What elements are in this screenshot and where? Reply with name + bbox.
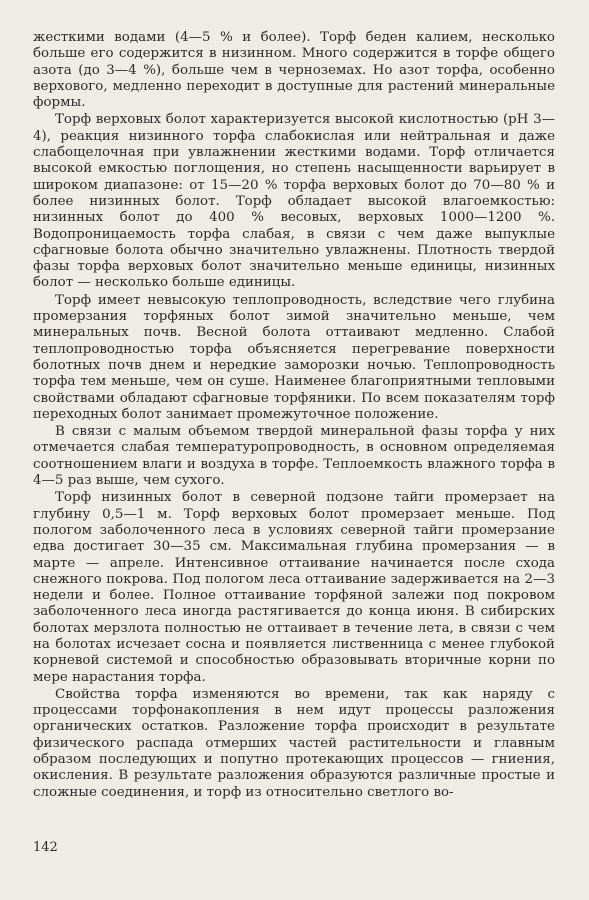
paragraph: Торф имеет невысокую теплопроводность, вследствие чего глубина промерзания торфяных болот зимой значительно меньше, чем минеральных почв. Весной болота оттаивают медленно. Слабой теплопроводностью торфа объясняется перегревание поверхности болотных почв днем и нередкие заморозки ночью. Теплопроводность торфа тем меньше, чем он суше. Наименее благоприятными тепловыми свойствами обладают сфагновые торфяники. По всем показателям торф переходных болот занимает промежуточное положение. xyxy=(33,292,555,422)
page-body xyxy=(33,30,555,801)
paragraph-continuation: жесткими водами (4—5 % и более). Торф беден калием, несколько больше его содержится в низинном. Много содержится в торфе общего азота (до 3—4 %), больше чем в черноземах. Но азот торфа, особенно верхового, медленно переходит в доступные для растений минеральные формы. xyxy=(33,30,555,111)
paragraph: Торф низинных болот в северной подзоне тайги промерзает на глубину 0,5—1 м. Торф верховых болот промерзает меньше. Под пологом заболоченного леса в условиях северной тайги промерзание едва достигает 30—35 см. Максимальная глубина промерзания — в марте — апреле. Интенсивное оттаивание начинается после схода снежного покрова. Под пологом леса оттаивание задерживается на 2—3 недели и более. Полное оттаивание торфяной залежи под покровом заболоченного леса иногда растягивается до конца июня. В сибирских болотах мерзлота полностью не оттаивает в течение лета, в связи с чем на болотах исчезает сосна и появляется лиственница с менее глубокой корневой системой и способностью образовывать вторичные корни по мере нарастания торфа. xyxy=(33,490,555,685)
paragraph: Торф верховых болот характеризуется высокой кислотностью (рН 3—4), реакция низинного торфа слабокислая или нейтральная и даже слабощелочная при увлажнении жесткими водами. Торф отличается высокой емкостью поглощения, но степень насыщенности варьирует в широком диапазоне: от 15—20 % торфа верховых болот до 70—80 % и более низинных болот. Торф обладает высокой влагоемкостью: низинных болот до 400 % весовых, верховых 1000—1200 %. Водопроницаемость торфа слабая, в связи с чем даже выпуклые сфагновые болота обычно значительно увлажнены. Плотность твердой фазы торфа верховых болот значительно меньше единицы, низинных болот — несколько больше единицы. xyxy=(33,112,555,291)
paragraph: Свойства торфа изменяются во времени, так как наряду с процессами торфонакопления в нем идут процессы разложения органических остатков. Разложение торфа происходит в результате физического распада отмерших частей растительности и главным образом последующих и попутно протекающих процессов — гниения, окисления. В результате разложения образуются различные простые и сложные соединения, и торф из относительно светлого во- xyxy=(33,686,555,800)
page-number: 142 xyxy=(33,840,58,855)
paragraph: В связи с малым объемом твердой минеральной фазы торфа у них отмечается слабая температуропроводность, в основном определяемая соотношением влаги и воздуха в торфе. Теплоемкость влажного торфа в 4—5 раз выше, чем сухого. xyxy=(33,424,555,489)
